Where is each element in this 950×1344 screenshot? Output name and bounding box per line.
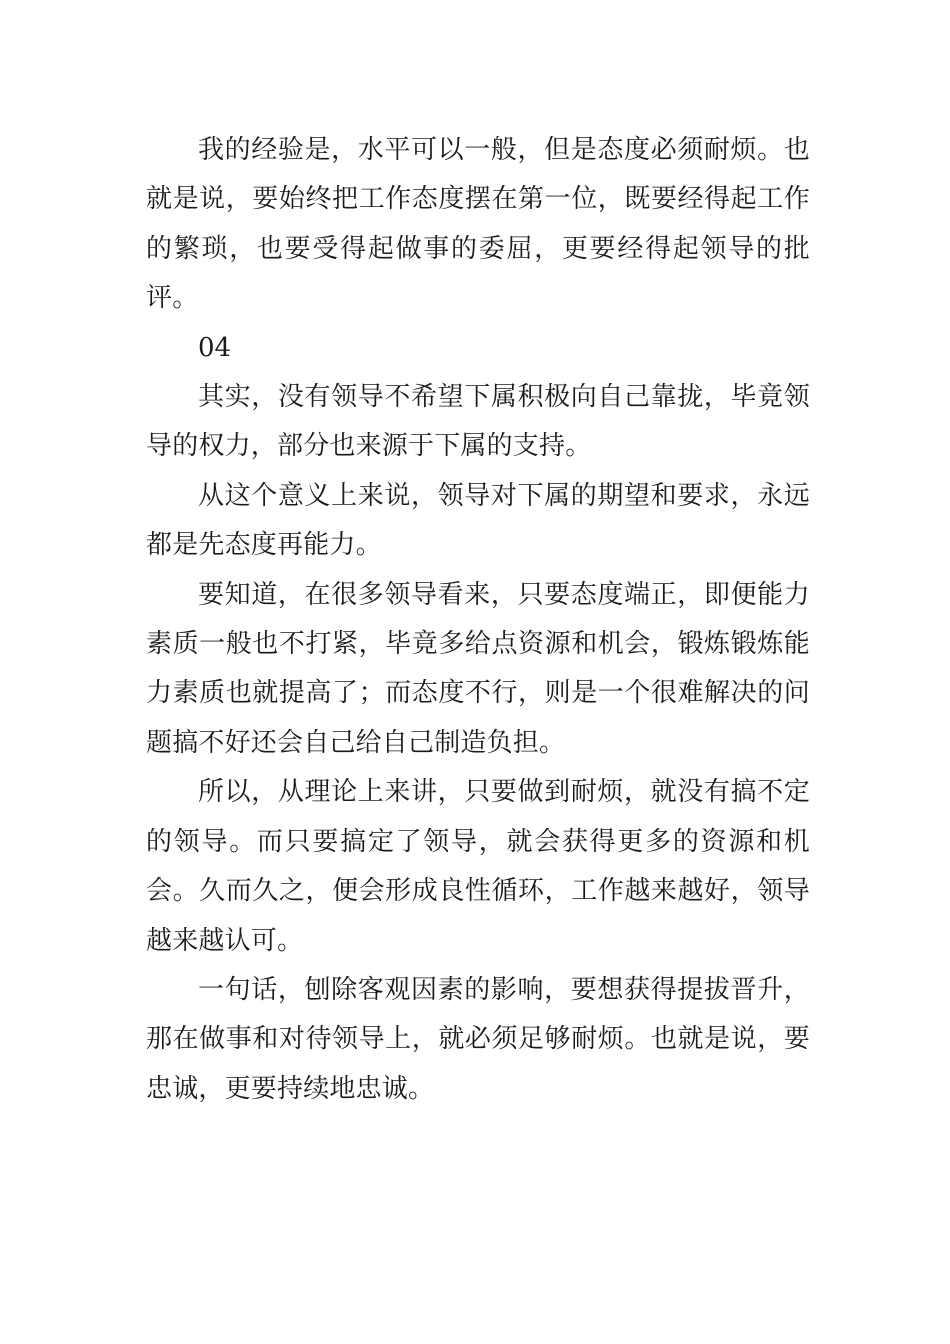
paragraph-4: 要知道，在很多领导看来，只要态度端正，即便能力素质一般也不打紧，毕竟多给点资源和机会，锻炼锻炼能力素质也就提高了；而态度不行，则是一个很难解决的问题搞不好还会自己给自己制造负担。: [146, 579, 810, 758]
paragraph-3: 从这个意义上来说，领导对下属的期望和要求，永远都是先态度再能力。: [146, 480, 810, 561]
paragraph-1: 我的经验是，水平可以一般，但是态度必须耐烦。也就是说，要始终把工作态度摆在第一位，既要经得起工作的繁琐，也要受得起做事的委屈，更要经得起领导的批评。: [146, 135, 810, 314]
paragraph-6: 一句话，刨除客观因素的影响，要想获得提拔晋升，那在做事和对待领导上，就必须足够耐烦。也就是说，要忠诚，更要持续地忠诚。: [146, 974, 810, 1104]
body-text: [146, 126, 810, 1114]
section-number: 04: [198, 332, 232, 363]
paragraph-5: 所以，从理论上来讲，只要做到耐烦，就没有搞不定的领导。而只要搞定了领导，就会获得更多的资源和机会。久而久之，便会形成良性循环，工作越来越好，领导越来越认可。: [146, 777, 810, 956]
paragraph-2: 其实，没有领导不希望下属积极向自己靠拢，毕竟领导的权力，部分也来源于下属的支持。: [146, 382, 810, 462]
